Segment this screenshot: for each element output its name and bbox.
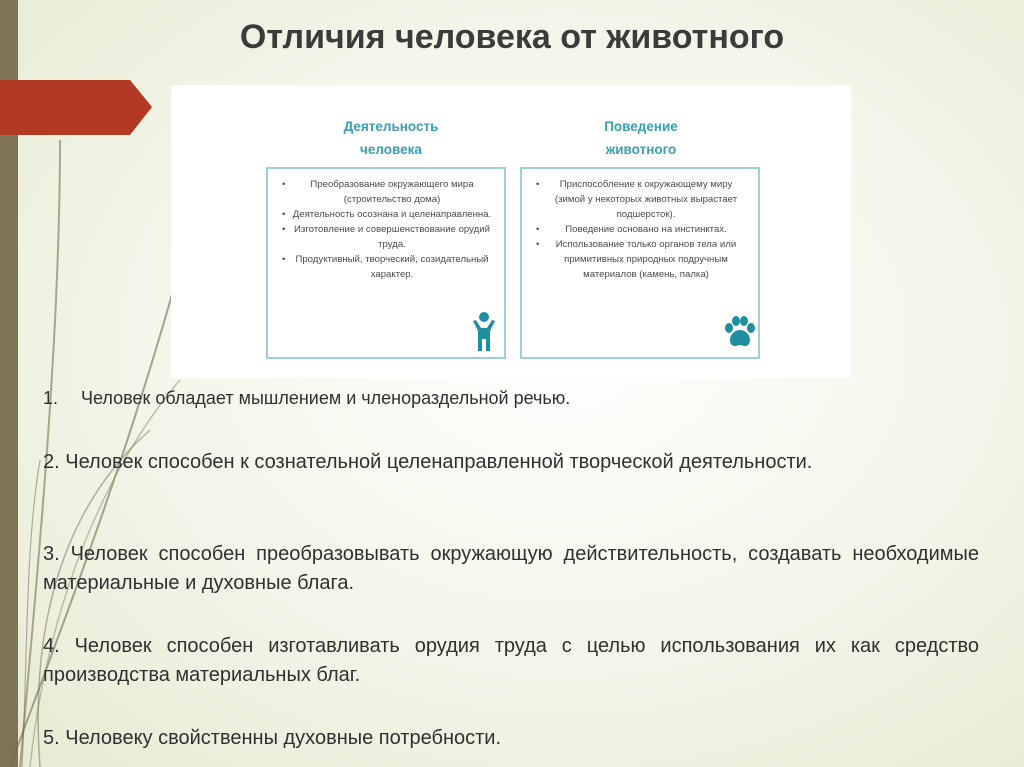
human-heading (276, 115, 506, 161)
animal-heading-line: животного (605, 142, 677, 157)
point-5: 5. Человеку свойственны духовные потребности. (43, 727, 501, 749)
list-item: • Поведение основано на инстинктах. (544, 222, 748, 237)
point-3: 3. Человек способен преобразовывать окружающую действительность, создавать необходимые материальные и духовные блага. (43, 543, 979, 594)
list-item: • Продуктивный, творческий, созидательный характер. (290, 252, 494, 282)
point-4: 4. Человек способен изготавливать орудия труда с целью использования их как средство производства материальных благ. (43, 635, 979, 686)
slide-title: Отличия человека от животного (239, 18, 785, 56)
person-icon (470, 311, 498, 353)
animal-heading-line: Поведение (604, 119, 678, 134)
human-heading-line: человека (360, 142, 422, 157)
title-arrow-accent (0, 80, 152, 135)
point-2: 2. Человек способен к сознательной целенаправленной творческой деятельности. (43, 451, 813, 473)
list-item: • Деятельность осознана и целенаправленна. (290, 207, 494, 222)
paw-icon (722, 315, 758, 349)
animal-card (520, 167, 760, 359)
point-number: 1. (43, 388, 59, 408)
list-item: • Преобразование окружающего мира (строительство дома) (290, 177, 494, 207)
point-1 (43, 388, 570, 409)
animal-heading (526, 115, 756, 161)
human-card (266, 167, 506, 359)
human-heading-line: Деятельность (343, 119, 439, 134)
comparison-figure (171, 85, 851, 378)
list-item: • Использование только органов тела или примитивных природных подручным материалов (камень, палка) (544, 237, 748, 282)
list-item: • Изготовление и совершенствование орудий труда. (290, 222, 494, 252)
point-text: Человек обладает мышлением и членораздельной речью. (81, 388, 571, 408)
list-item: • Приспособление к окружающему миру (зимой у некоторых животных вырастает подшерсток). (544, 177, 748, 222)
